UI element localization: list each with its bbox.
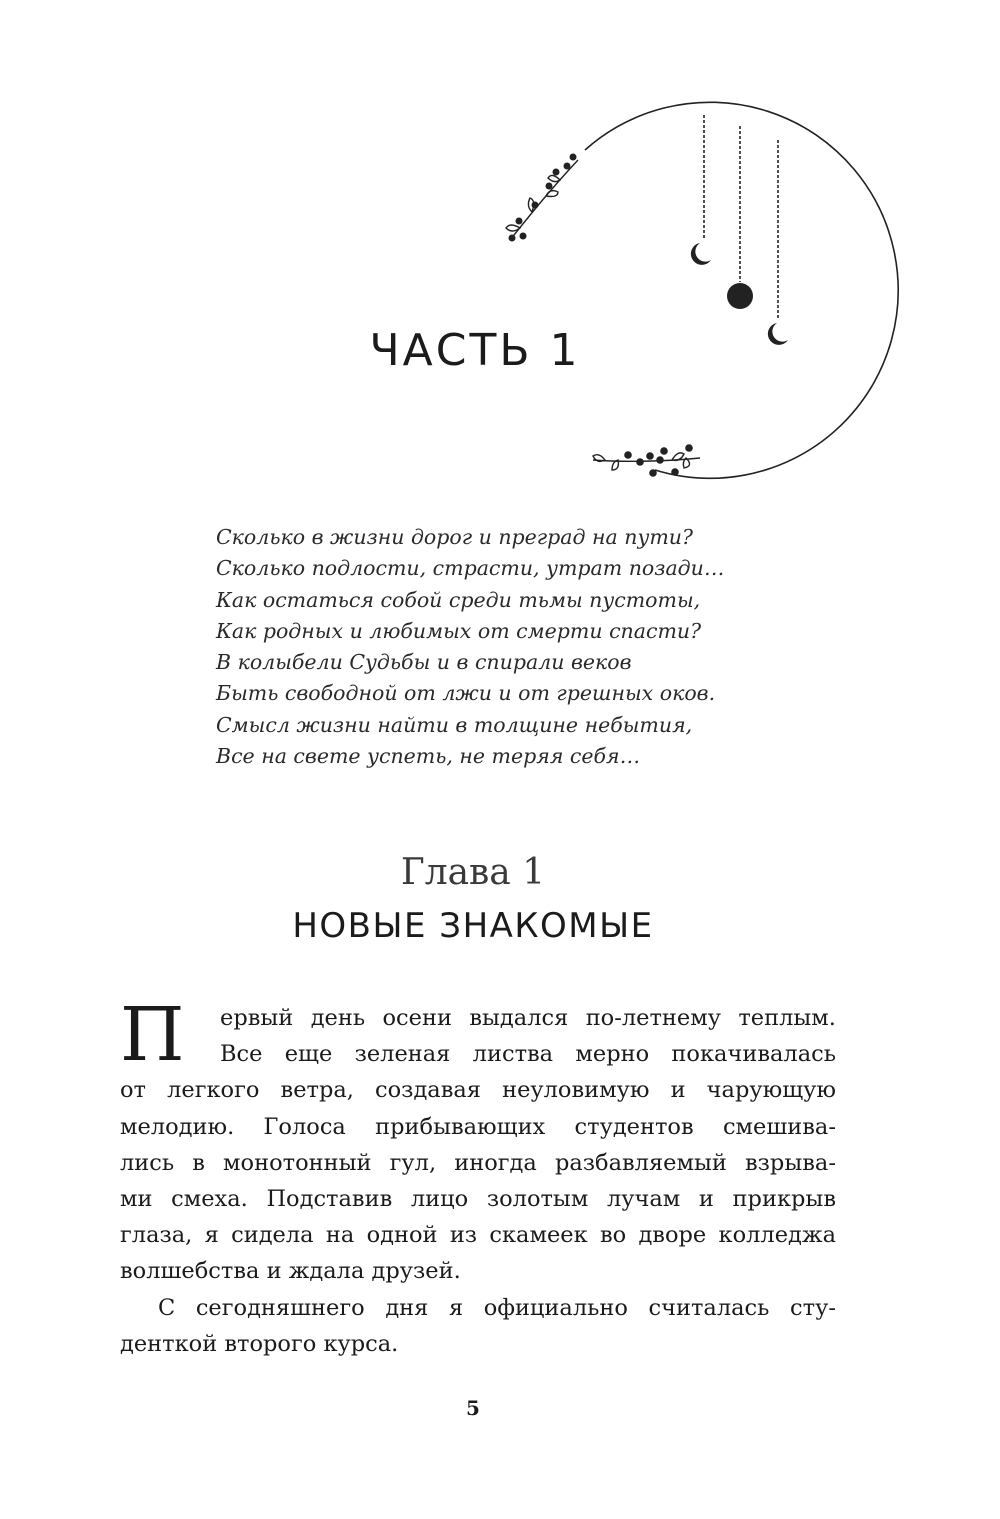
crescent-moon-icon-top [691,243,711,265]
epigraph-poem [216,522,856,772]
body-line: от легкого ветра, создавая неуловимую и чарующую [120,1077,836,1104]
berry-branch-bottom [593,444,700,477]
page-number: 5 [466,1396,480,1420]
chapter-number: Глава 1 [400,852,546,893]
poem-line: В колыбели Судьбы и в спирали веков [216,650,632,675]
chapter-body [120,992,836,1362]
poem-line: Как родных и любимых от смерти спасти? [216,618,702,643]
body-line: С сегодняшнего дня я официально считалась сту- [158,1294,836,1321]
berry-branch-top [506,154,578,242]
poem-line: Смысл жизни найти в толщине небытия, [216,712,693,737]
part-title: ЧАСТЬ 1 [369,325,581,376]
poem-line: Быть свободной от лжи и от грешных оков. [216,681,716,706]
poem-line: Как остаться собой среди тьмы пустоты, [216,587,701,612]
chapter-title: НОВЫЕ ЗНАКОМЫЕ [292,906,654,946]
body-line: волшебства и ждала друзей. [120,1258,461,1285]
poem-line: Сколько подлости, страсти, утрат позади… [216,556,725,581]
body-line: Все еще зеленая листва мерно покачивалась [220,1041,836,1068]
body-line: лись в монотонный гул, иногда разбавляемый взрыва- [120,1149,836,1176]
body-line: глаза, я сидела на одной из скамеек во дворе колледжа [120,1222,836,1249]
poem-line: Сколько в жизни дорог и преград на пути? [216,525,693,549]
full-moon-icon [727,283,753,309]
body-line: мелодию. Голоса прибывающих студентов смешива- [120,1113,836,1140]
body-line: ервый день осени выдался по-летнему теплым. [220,1005,836,1031]
moon-ornament [0,0,1000,520]
drop-cap: П [120,992,185,1078]
poem-line: Все на свете успеть, не теряя себя… [216,744,641,769]
body-line: денткой второго курса. [120,1330,399,1357]
body-line: ми смеха. Подставив лицо золотым лучам и прикрыв [120,1186,836,1213]
